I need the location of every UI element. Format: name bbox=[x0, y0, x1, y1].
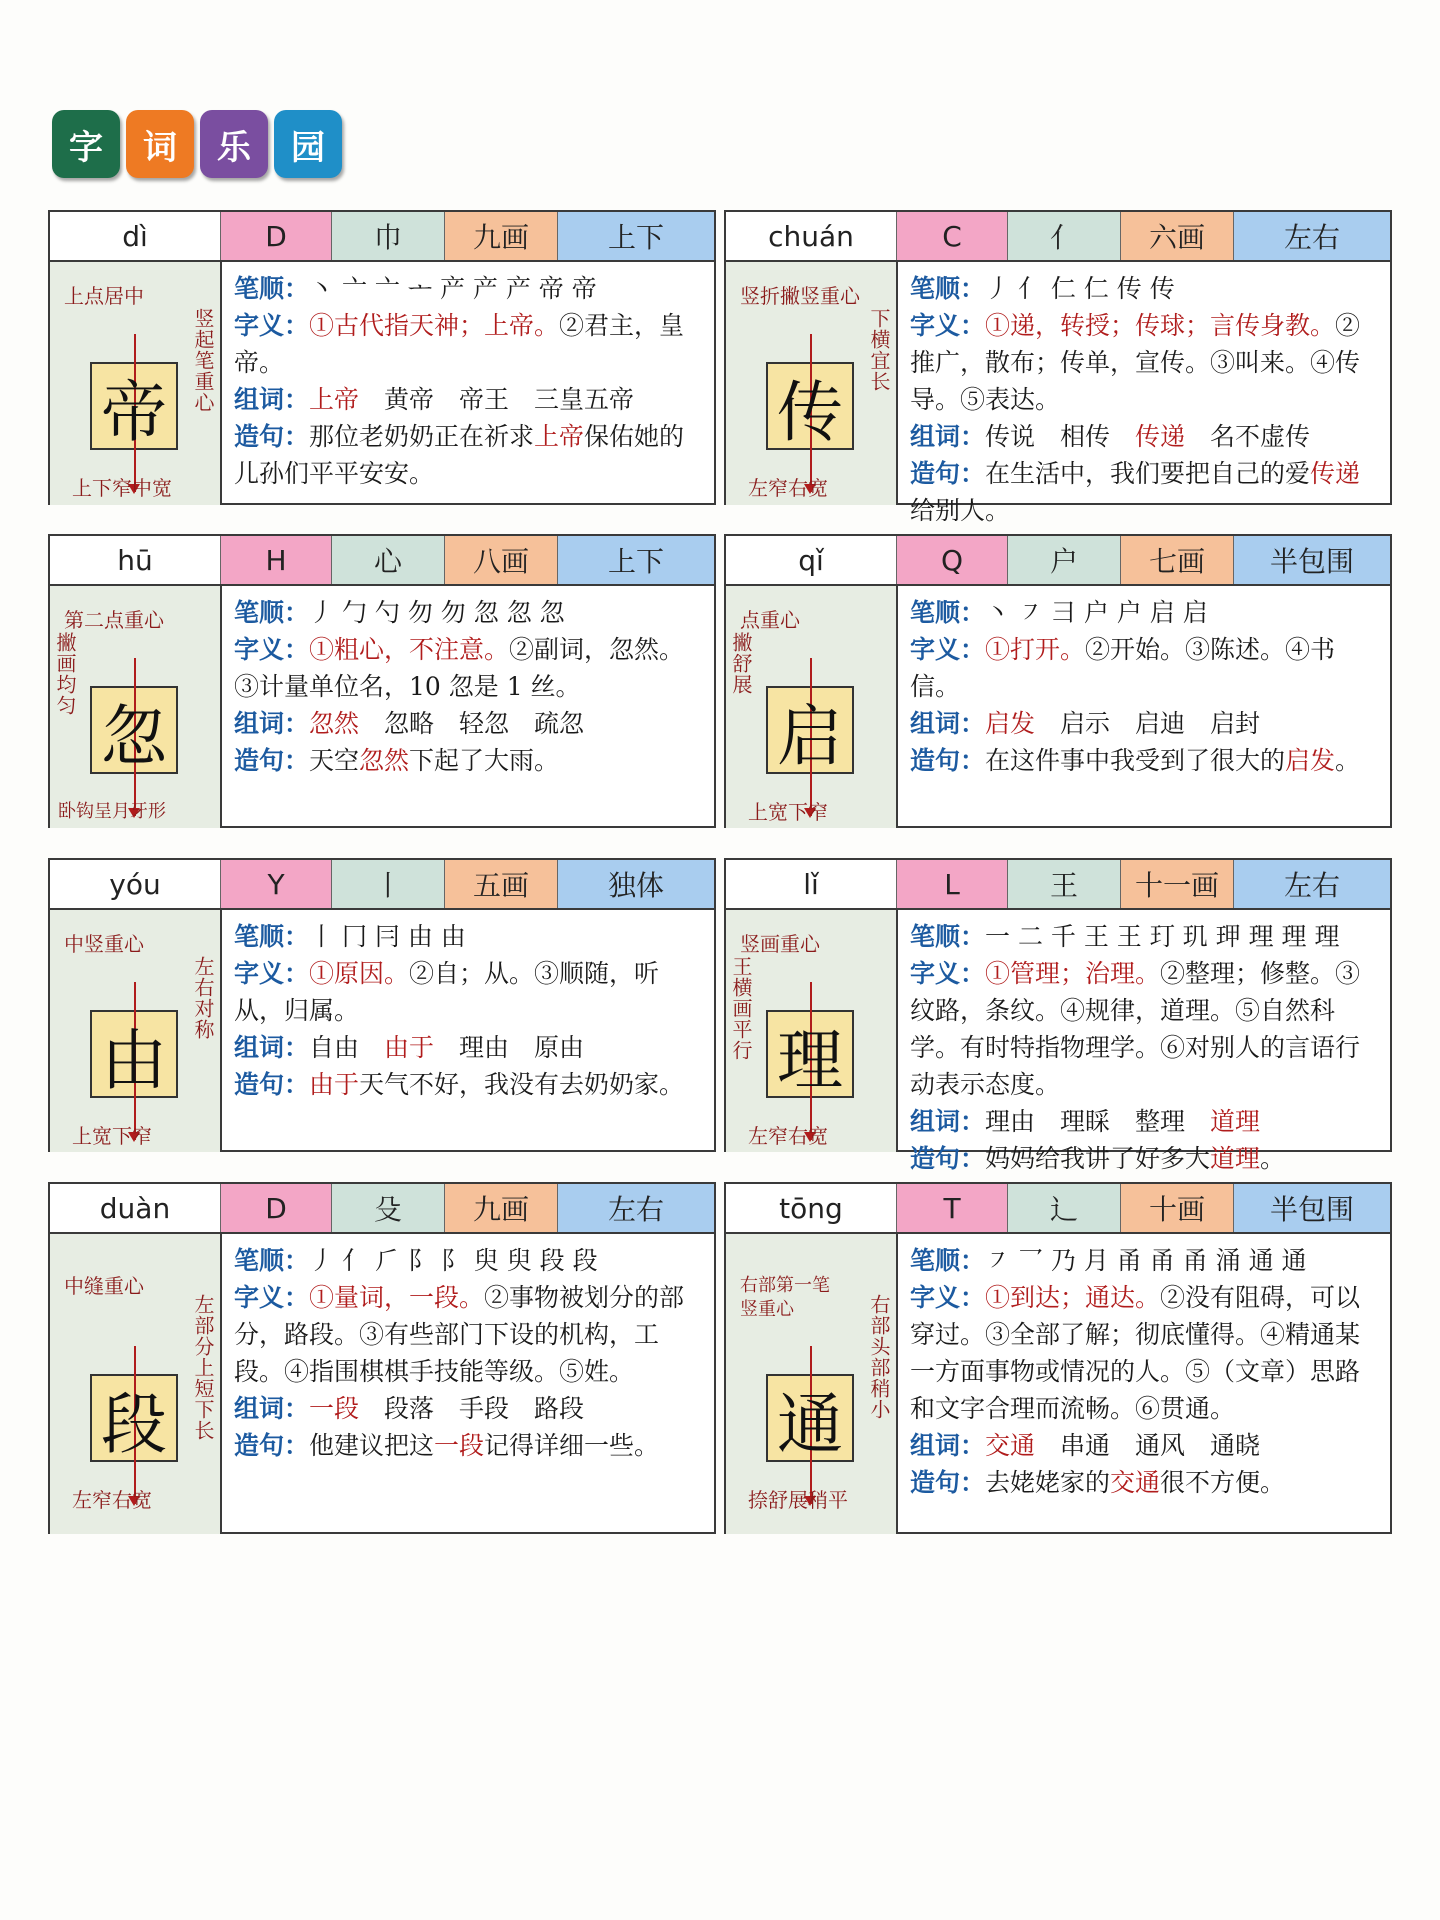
meaning-label: 字义： bbox=[234, 959, 310, 988]
sentence-post: 记得详细一些。 bbox=[484, 1431, 660, 1460]
sentence-pre: 他建议把这 bbox=[309, 1431, 435, 1460]
words-label: 组词： bbox=[910, 1431, 986, 1460]
card-header bbox=[50, 536, 714, 586]
stroke-order: 丨 冂 冃 由 由 bbox=[309, 922, 466, 951]
sentence-pre: 在生活中，我们要把自己的爱 bbox=[985, 459, 1311, 488]
guide-bottom-note: 上下窄中宽 bbox=[72, 476, 172, 500]
meaning-highlight: ①管理；治理。 bbox=[985, 959, 1161, 988]
character: 理 bbox=[777, 1021, 843, 1099]
stroke-order-label: 笔顺： bbox=[910, 1246, 986, 1275]
word-highlight: 交通 bbox=[985, 1431, 1036, 1460]
char-card bbox=[724, 534, 1392, 828]
meaning-highlight: ①到达；通达。 bbox=[985, 1283, 1161, 1312]
sentence-post: 保佑她的儿孙们平平安安。 bbox=[234, 422, 685, 488]
stroke-count: 六画 bbox=[1121, 212, 1234, 260]
radical: 亻 bbox=[1008, 212, 1121, 260]
sentence-line bbox=[910, 1464, 1380, 1501]
character-box bbox=[766, 1374, 854, 1462]
sentence-label: 造句： bbox=[234, 1431, 310, 1460]
sentence-pre: 妈妈给我讲了好多大 bbox=[985, 1144, 1211, 1173]
banner-char-2: 词 bbox=[126, 110, 194, 178]
stroke-count: 十画 bbox=[1121, 1184, 1234, 1232]
word-highlight: 启发 bbox=[985, 709, 1036, 738]
words-rest: 自由 bbox=[309, 1033, 385, 1062]
words-rest: 串通 通风 通晓 bbox=[1035, 1431, 1261, 1460]
words-rest-2: 名不虚传 bbox=[1185, 422, 1311, 451]
word-highlight-2: 道理 bbox=[1210, 1107, 1261, 1136]
character: 忽 bbox=[101, 697, 167, 775]
stroke-order: 丿 亻 仁 仁 传 传 bbox=[985, 274, 1175, 303]
sentence-line bbox=[234, 1427, 704, 1464]
meaning-line bbox=[910, 631, 1380, 705]
pinyin: lǐ bbox=[726, 860, 897, 908]
word-highlight-2: 由于 bbox=[384, 1033, 435, 1062]
writing-guide bbox=[726, 910, 898, 1152]
stroke-order: 丿 勹 勺 勿 勿 忽 忽 忽 bbox=[309, 598, 565, 627]
sentence-label: 造句： bbox=[234, 1070, 310, 1099]
stroke-order-label: 笔顺： bbox=[234, 1246, 310, 1275]
stroke-order-line bbox=[910, 594, 1380, 631]
guide-side-note: 王横画平行 bbox=[729, 956, 753, 1061]
sentence-highlight: 启发 bbox=[1285, 746, 1336, 775]
card-header bbox=[50, 1184, 714, 1234]
guide-bottom-note: 左窄右宽 bbox=[72, 1488, 152, 1512]
radical: 殳 bbox=[332, 1184, 445, 1232]
card-header bbox=[726, 212, 1390, 262]
guide-top-note: 第二点重心 bbox=[64, 608, 164, 632]
sentence-label: 造句： bbox=[910, 1468, 986, 1497]
meaning-highlight: ①粗心，不注意。 bbox=[309, 635, 510, 664]
stroke-count: 十一画 bbox=[1121, 860, 1234, 908]
stroke-order: 丶 亠 亠 ᅩ 产 产 产 帝 帝 bbox=[309, 274, 597, 303]
sentence-highlight: 由于 bbox=[309, 1070, 360, 1099]
sentence-highlight: 上帝 bbox=[534, 422, 585, 451]
words-label: 组词： bbox=[910, 422, 986, 451]
radical: 心 bbox=[332, 536, 445, 584]
sentence-line bbox=[234, 418, 704, 492]
guide-bottom-note: 捺舒展稍平 bbox=[748, 1488, 848, 1512]
meaning-highlight: ①量词，一段。 bbox=[309, 1283, 485, 1312]
meaning-label: 字义： bbox=[910, 311, 986, 340]
radical: 丨 bbox=[332, 860, 445, 908]
sentence-pre: 那位老奶奶正在祈求 bbox=[309, 422, 535, 451]
sentence-post: 。 bbox=[1335, 746, 1361, 775]
meaning-label: 字义： bbox=[910, 1283, 986, 1312]
guide-bottom-note: 左窄右宽 bbox=[748, 1124, 828, 1148]
character: 传 bbox=[777, 373, 843, 451]
sentence-line bbox=[910, 742, 1380, 779]
sentence-label: 造句： bbox=[910, 1144, 986, 1173]
stroke-order: 丿 亻 ⺁ 阝 阝 臾 臾 段 段 bbox=[309, 1246, 598, 1275]
char-card bbox=[724, 1182, 1392, 1534]
words-rest: 忽略 轻忽 疏忽 bbox=[359, 709, 585, 738]
card-header bbox=[50, 860, 714, 910]
guide-top-note: 中缝重心 bbox=[64, 1274, 144, 1298]
stroke-order-line bbox=[234, 594, 704, 631]
words-rest-2: 理由 原由 bbox=[434, 1033, 585, 1062]
meaning-highlight: ①古代指天神；上帝。 bbox=[309, 311, 560, 340]
initial-letter: C bbox=[897, 212, 1008, 260]
stroke-count: 八画 bbox=[445, 536, 558, 584]
card-header bbox=[726, 1184, 1390, 1234]
meaning-highlight: ①递，转授；传球；言传身教。 bbox=[985, 311, 1336, 340]
guide-top-note: 点重心 bbox=[740, 608, 800, 632]
meaning-rest: ②君主，皇帝。 bbox=[234, 311, 685, 377]
meaning-highlight: ①原因。 bbox=[309, 959, 410, 988]
sentence-post: 给别人。 bbox=[910, 496, 1011, 525]
sentence-highlight: 忽然 bbox=[359, 746, 410, 775]
sentence-highlight: 传递 bbox=[1310, 459, 1361, 488]
stroke-order-label: 笔顺： bbox=[910, 922, 986, 951]
words-line bbox=[234, 1029, 704, 1066]
meaning-label: 字义： bbox=[234, 635, 310, 664]
meaning-label: 字义： bbox=[234, 311, 310, 340]
writing-guide bbox=[726, 1234, 898, 1534]
character-box bbox=[90, 686, 178, 774]
stroke-order-line bbox=[910, 1242, 1380, 1279]
sentence-label: 造句： bbox=[910, 746, 986, 775]
stroke-order-line bbox=[910, 918, 1380, 955]
stroke-order-label: 笔顺： bbox=[234, 598, 310, 627]
character: 由 bbox=[101, 1021, 167, 1099]
initial-letter: D bbox=[221, 1184, 332, 1232]
words-label: 组词： bbox=[910, 709, 986, 738]
guide-bottom-note: 上宽下窄 bbox=[72, 1124, 152, 1148]
stroke-order: 丶 ㇇ 彐 户 户 启 启 bbox=[985, 598, 1208, 627]
pinyin: yóu bbox=[50, 860, 221, 908]
words-line bbox=[910, 418, 1380, 455]
char-details bbox=[898, 262, 1390, 525]
structure: 左右 bbox=[1234, 860, 1390, 908]
guide-top-note: 上点居中 bbox=[64, 284, 144, 308]
meaning-rest: ②自；从。③顺随，听从，归属。 bbox=[234, 959, 660, 1025]
word-highlight: 忽然 bbox=[309, 709, 360, 738]
stroke-order-line bbox=[234, 270, 704, 307]
meaning-line bbox=[910, 955, 1380, 1103]
meaning-line bbox=[234, 631, 704, 705]
banner-char-1: 字 bbox=[52, 110, 120, 178]
sentence-post: 。 bbox=[1260, 1144, 1286, 1173]
char-card bbox=[724, 858, 1392, 1173]
meaning-line bbox=[234, 1279, 704, 1390]
stroke-order-label: 笔顺： bbox=[234, 274, 310, 303]
words-label: 组词： bbox=[234, 385, 310, 414]
stroke-order-label: 笔顺： bbox=[910, 274, 986, 303]
word-highlight: 上帝 bbox=[309, 385, 360, 414]
sentence-label: 造句： bbox=[910, 459, 986, 488]
character: 段 bbox=[101, 1385, 167, 1463]
guide-bottom-note: 上宽下窄 bbox=[748, 800, 828, 824]
sentence-post: 天气不好，我没有去奶奶家。 bbox=[359, 1070, 685, 1099]
stroke-order-line bbox=[910, 270, 1380, 307]
initial-letter: Q bbox=[897, 536, 1008, 584]
sentence-line bbox=[910, 455, 1380, 529]
sentence-post: 下起了大雨。 bbox=[409, 746, 560, 775]
sentence-highlight: 道理 bbox=[1210, 1144, 1261, 1173]
meaning-label: 字义： bbox=[910, 635, 986, 664]
character: 帝 bbox=[101, 373, 167, 451]
words-rest: 理由 理睬 整理 bbox=[985, 1107, 1211, 1136]
stroke-count: 九画 bbox=[445, 212, 558, 260]
words-rest: 传说 相传 bbox=[985, 422, 1136, 451]
card-header bbox=[50, 212, 714, 262]
meaning-rest: ②整理；修整。③纹路，条纹。④规律，道理。⑤自然科学。有时特指物理学。⑥对别人的言语行动表示态度。 bbox=[910, 959, 1361, 1099]
stroke-order-line bbox=[234, 1242, 704, 1279]
sentence-pre: 在这件事中我受到了很大的 bbox=[985, 746, 1286, 775]
words-line bbox=[910, 1103, 1380, 1140]
guide-side-note: 右部头部稍小 bbox=[867, 1294, 891, 1420]
meaning-line bbox=[234, 307, 704, 381]
guide-top-note: 右部第一笔竖重心 bbox=[740, 1275, 830, 1320]
radical: 巾 bbox=[332, 212, 445, 260]
guide-side-note: 撇舒展 bbox=[729, 632, 753, 695]
char-details bbox=[898, 910, 1390, 1173]
words-line bbox=[234, 705, 704, 742]
meaning-rest: ②没有阻碍，可以穿过。③全部了解；彻底懂得。④精通某一方面事物或情况的人。⑤（文章）思路和文字合理而流畅。⑥贯通。 bbox=[910, 1283, 1361, 1423]
character: 启 bbox=[777, 697, 843, 775]
guide-top-note: 中竖重心 bbox=[64, 932, 144, 956]
sentence-label: 造句： bbox=[234, 746, 310, 775]
char-card bbox=[48, 210, 716, 505]
stroke-order-label: 笔顺： bbox=[234, 922, 310, 951]
stroke-count: 九画 bbox=[445, 1184, 558, 1232]
stroke-order-label: 笔顺： bbox=[910, 598, 986, 627]
writing-guide bbox=[50, 910, 222, 1152]
words-rest: 段落 手段 路段 bbox=[359, 1394, 585, 1423]
character-box bbox=[90, 1374, 178, 1462]
character-box bbox=[766, 686, 854, 774]
pinyin: dì bbox=[50, 212, 221, 260]
banner-char-3: 乐 bbox=[200, 110, 268, 178]
stroke-count: 五画 bbox=[445, 860, 558, 908]
meaning-line bbox=[910, 307, 1380, 418]
pinyin: chuán bbox=[726, 212, 897, 260]
banner bbox=[52, 110, 342, 178]
sentence-highlight: 一段 bbox=[434, 1431, 485, 1460]
guide-side-note: 左部分上短下长 bbox=[191, 1294, 215, 1441]
structure: 半包围 bbox=[1234, 536, 1390, 584]
words-label: 组词： bbox=[234, 1394, 310, 1423]
writing-guide bbox=[50, 262, 222, 505]
words-label: 组词： bbox=[234, 709, 310, 738]
guide-side-note: 竖起笔重心 bbox=[191, 308, 215, 413]
guide-side-note: 左右对称 bbox=[191, 956, 215, 1040]
words-label: 组词： bbox=[234, 1033, 310, 1062]
card-header bbox=[726, 536, 1390, 586]
radical: 辶 bbox=[1008, 1184, 1121, 1232]
meaning-rest: ②副词，忽然。③计量单位名，10 忽是 1 丝。 bbox=[234, 635, 685, 701]
words-line bbox=[910, 705, 1380, 742]
sentence-line bbox=[234, 742, 704, 779]
words-line bbox=[910, 1427, 1380, 1464]
char-details bbox=[222, 1234, 714, 1534]
char-card bbox=[724, 210, 1392, 525]
word-highlight: 一段 bbox=[309, 1394, 360, 1423]
word-highlight-2: 传递 bbox=[1135, 422, 1186, 451]
structure: 左右 bbox=[1234, 212, 1390, 260]
initial-letter: D bbox=[221, 212, 332, 260]
structure: 半包围 bbox=[1234, 1184, 1390, 1232]
meaning-line bbox=[234, 955, 704, 1029]
banner-char-4: 园 bbox=[274, 110, 342, 178]
card-header bbox=[726, 860, 1390, 910]
char-details bbox=[222, 910, 714, 1152]
structure: 左右 bbox=[558, 1184, 714, 1232]
char-details bbox=[898, 586, 1390, 828]
guide-top-note: 竖画重心 bbox=[740, 932, 820, 956]
guide-side-note: 撇画均匀 bbox=[53, 632, 77, 716]
character-box bbox=[766, 362, 854, 450]
words-rest: 黄帝 帝王 三皇五帝 bbox=[359, 385, 635, 414]
radical: 户 bbox=[1008, 536, 1121, 584]
char-card bbox=[48, 858, 716, 1152]
guide-bottom-note: 左窄右宽 bbox=[748, 476, 828, 500]
sentence-pre: 天空 bbox=[309, 746, 360, 775]
char-details bbox=[898, 1234, 1390, 1534]
structure: 上下 bbox=[558, 536, 714, 584]
words-line bbox=[234, 381, 704, 418]
sentence-highlight: 交通 bbox=[1110, 1468, 1161, 1497]
char-card bbox=[48, 1182, 716, 1534]
initial-letter: T bbox=[897, 1184, 1008, 1232]
meaning-rest: ②开始。③陈述。④书信。 bbox=[910, 635, 1336, 701]
radical: 王 bbox=[1008, 860, 1121, 908]
words-rest: 启示 启迪 启封 bbox=[1035, 709, 1261, 738]
initial-letter: L bbox=[897, 860, 1008, 908]
meaning-line bbox=[910, 1279, 1380, 1427]
initial-letter: H bbox=[221, 536, 332, 584]
initial-letter: Y bbox=[221, 860, 332, 908]
character-box bbox=[766, 1010, 854, 1098]
char-details bbox=[222, 586, 714, 828]
sentence-label: 造句： bbox=[234, 422, 310, 451]
character-box bbox=[90, 362, 178, 450]
pinyin: tōng bbox=[726, 1184, 897, 1232]
character: 通 bbox=[777, 1385, 843, 1463]
sentence-pre: 去姥姥家的 bbox=[985, 1468, 1111, 1497]
stroke-order-line bbox=[234, 918, 704, 955]
guide-top-note: 竖折撇竖重心 bbox=[740, 284, 860, 308]
pinyin: qǐ bbox=[726, 536, 897, 584]
words-label: 组词： bbox=[910, 1107, 986, 1136]
meaning-rest: ②推广，散布；传单，宣传。③叫来。④传导。⑤表达。 bbox=[910, 311, 1361, 414]
sentence-line bbox=[234, 1066, 704, 1103]
guide-bottom-note: 卧钩呈月牙形 bbox=[58, 801, 166, 822]
writing-guide bbox=[50, 1234, 222, 1534]
writing-guide bbox=[726, 586, 898, 828]
pinyin: hū bbox=[50, 536, 221, 584]
stroke-count: 七画 bbox=[1121, 536, 1234, 584]
stroke-order: 一 二 千 王 王 玎 玑 玾 理 理 理 bbox=[985, 922, 1340, 951]
meaning-rest: ②事物被划分的部分，路段。③有些部门下设的机构，工段。④指围棋棋手技能等级。⑤姓。 bbox=[234, 1283, 685, 1386]
words-line bbox=[234, 1390, 704, 1427]
writing-guide bbox=[50, 586, 222, 828]
character-box bbox=[90, 1010, 178, 1098]
sentence-line bbox=[910, 1140, 1380, 1177]
meaning-label: 字义： bbox=[234, 1283, 310, 1312]
pinyin: duàn bbox=[50, 1184, 221, 1232]
meaning-label: 字义： bbox=[910, 959, 986, 988]
sentence-post: 很不方便。 bbox=[1160, 1468, 1286, 1497]
stroke-order: ㇇ 乛 乃 月 甬 甬 甬 涌 通 通 bbox=[985, 1246, 1307, 1275]
writing-guide bbox=[726, 262, 898, 505]
structure: 独体 bbox=[558, 860, 714, 908]
structure: 上下 bbox=[558, 212, 714, 260]
meaning-highlight: ①打开。 bbox=[985, 635, 1086, 664]
guide-side-note: 下横宜长 bbox=[867, 308, 891, 392]
char-details bbox=[222, 262, 714, 505]
char-card bbox=[48, 534, 716, 828]
